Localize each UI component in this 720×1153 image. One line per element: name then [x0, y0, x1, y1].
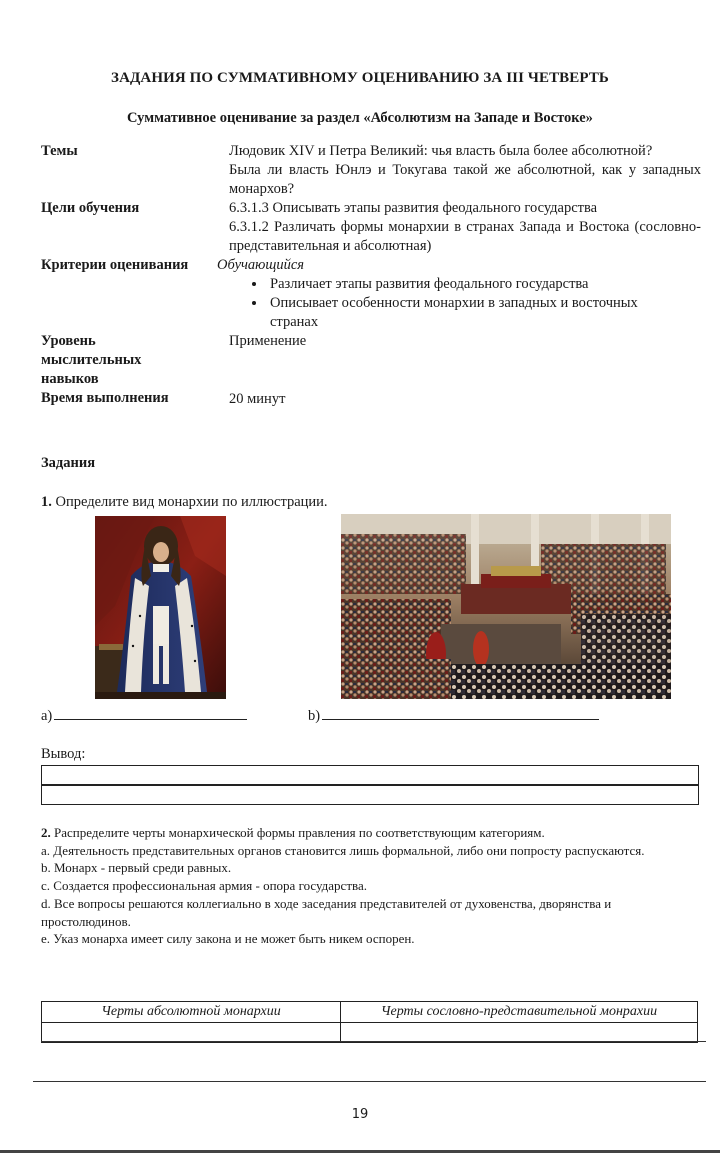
trait-item: b. Монарх - первый среди равных.: [41, 860, 232, 876]
estate-monarchy-header: Черты сословно-представительной монрахии: [341, 1002, 698, 1023]
criteria-label: Критерии оценивания: [41, 257, 189, 273]
topic-1: Людовик XIV и Петра Великий: чья власть была более абсолютной?: [229, 143, 653, 159]
trait-item: c. Создается профессиональная армия - опора государства.: [41, 878, 367, 894]
info-table: [41, 142, 701, 409]
question-2-text: Распределите черты монархической формы правления по соответствующим категориям.: [54, 825, 545, 840]
estate-monarchy-cell[interactable]: [341, 1023, 698, 1043]
absolute-monarchy-cell[interactable]: [42, 1023, 341, 1043]
criteria-row: [41, 256, 701, 332]
answer-b: [308, 707, 599, 725]
traits-table: [41, 1001, 698, 1043]
trait-item: e. Указ монарха имеет силу закона и не может быть никем оспорен.: [41, 931, 415, 947]
goals-row: [41, 199, 701, 256]
topic-2: Была ли власть Юнлэ и Токугава такой же абсолютной, как у западных монархов?: [229, 162, 701, 197]
level-label: Уровень мыслительных навыков: [41, 333, 142, 387]
conclusion-field[interactable]: [41, 785, 699, 805]
conclusion-field[interactable]: [41, 765, 699, 785]
question-1-number: 1.: [41, 494, 52, 510]
answer-a: [41, 707, 247, 725]
criteria-item: • Описывает особенности монархии в западных и восточных странах: [267, 294, 701, 332]
topics-row: [41, 142, 701, 199]
answer-a-label: a): [41, 708, 53, 724]
page-number: 19: [351, 1107, 369, 1122]
question-1: [41, 494, 328, 511]
level-value: Применение: [229, 333, 307, 349]
topics-label: Темы: [41, 143, 78, 159]
trait-item: a. Деятельность представительных органов становится лишь формальной, либо они попросту распускаются.: [41, 842, 645, 858]
page-subtitle: Суммативное оценивание за раздел «Абсолютизм на Западе и Востоке»: [127, 110, 593, 126]
answer-b-label: b): [308, 708, 321, 724]
question-2: [41, 824, 681, 948]
goal-1: 6.3.1.3 Описывать этапы развития феодального государства: [229, 200, 598, 216]
question-2-number: 2.: [41, 825, 51, 840]
goals-label: Цели обучения: [41, 200, 140, 216]
level-row: [41, 332, 701, 389]
king-portrait-image: [95, 516, 226, 699]
answer-a-field[interactable]: [54, 707, 247, 720]
tasks-heading: Задания: [41, 455, 96, 471]
time-label: Время выполнения: [41, 390, 169, 406]
answer-b-field[interactable]: [322, 707, 599, 720]
time-value: 20 минут: [229, 391, 286, 407]
footer-divider: [33, 1081, 706, 1082]
conclusion-label: Вывод:: [41, 746, 86, 762]
trait-item: d. Все вопросы решаются коллегиально в ходе заседания представителей от духовенства, дворянства и простолюдинов.: [41, 895, 612, 929]
question-1-text: Определите вид монархии по иллюстрации.: [55, 494, 328, 510]
criteria-item: • Различает этапы развития феодального государства: [267, 275, 701, 294]
goal-2: 6.3.1.2 Различать формы монархии в странах Запада и Востока (сословно-представительная и абсолютная): [229, 219, 701, 254]
criteria-learner: Обучающийся: [217, 257, 305, 273]
absolute-monarchy-header: Черты абсолютной монархии: [42, 1002, 341, 1023]
time-row: [41, 389, 701, 409]
criteria-list: [217, 275, 701, 332]
estates-assembly-image: [341, 514, 671, 699]
page-title: ЗАДАНИЯ ПО СУММАТИВНОМУ ОЦЕНИВАНИЮ ЗА III ЧЕТВЕРТЬ: [111, 70, 609, 86]
divider: [41, 1041, 706, 1042]
